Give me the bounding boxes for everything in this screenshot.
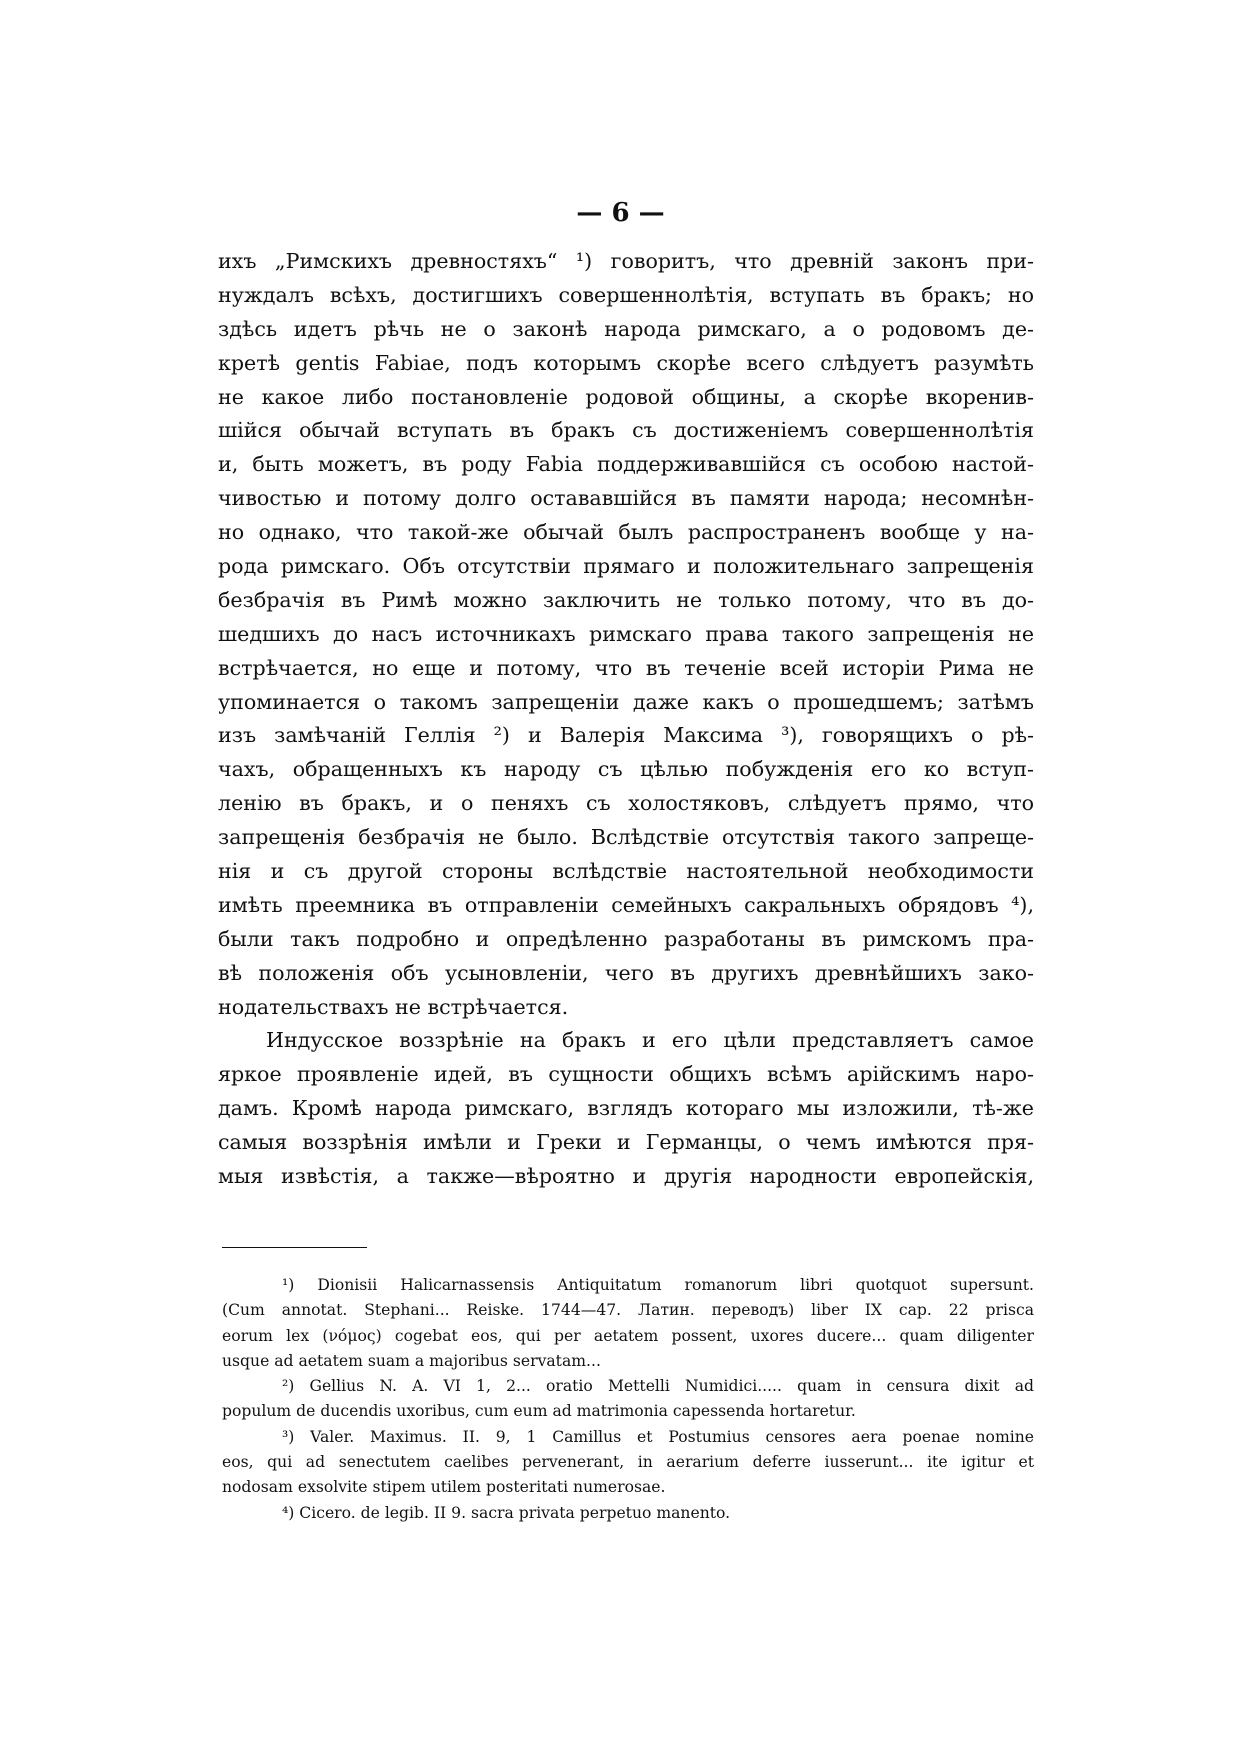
text-line: изъ замѣчаній Геллія ²) и Валерія Максима ³), говорящихъ о рѣ- bbox=[218, 723, 1034, 748]
footnote-divider bbox=[222, 1247, 367, 1248]
text-line: дамъ. Кромѣ народа римскаго, взглядъ котораго мы изложили, тѣ-же bbox=[218, 1096, 1034, 1121]
footnote-line: nodosam exsolvite stipem utilem posteritati numerosae. bbox=[222, 1478, 666, 1497]
text-line: чахъ, обращенныхъ къ народу съ цѣлью побужденія его ко вступ- bbox=[218, 757, 1034, 782]
text-line: нуждалъ всѣхъ, достигшихъ совершеннолѣтія, вступать въ бракъ; но bbox=[218, 282, 1034, 307]
text-line: самыя воззрѣнія имѣли и Греки и Германцы, о чемъ имѣются пря- bbox=[218, 1130, 1034, 1155]
main-text bbox=[218, 245, 1034, 1194]
footnote-line: populum de ducendis uxoribus, cum eum ad matrimonia capessenda hortaretur. bbox=[222, 1402, 856, 1421]
footnote-line: usque ad aetatem suam a majoribus servatam... bbox=[222, 1351, 601, 1370]
text-line: и, быть можетъ, въ роду Fabia поддерживавшійся съ особою настой- bbox=[218, 452, 1034, 477]
text-line: кретѣ gentis Fabiae, подъ которымъ скорѣе всего слѣдуетъ разумѣть bbox=[218, 350, 1034, 375]
text-line: шедшихъ до насъ источникахъ римскаго права такого запрещенія не bbox=[218, 621, 1034, 646]
text-line: яркое проявленіе идей, въ сущности общихъ всѣмъ арійскимъ наро- bbox=[218, 1062, 1034, 1087]
footnote-line: eorum lex (νόμος) cogebat eos, qui per aetatem possent, uxores ducere... quam diligenter bbox=[222, 1326, 1034, 1345]
page-number: — 6 — bbox=[576, 198, 665, 228]
footnote-line: (Cum annotat. Stephani... Reiske. 1744—47. Латин. переводъ) liber IX cap. 22 prisca bbox=[222, 1301, 1034, 1320]
footnote-line: eos, qui ad senectutem caelibes pervenerant, in aerarium deferre iusserunt... ite igitur et bbox=[222, 1453, 1034, 1472]
text-line: ленію въ бракъ, и о пеняхъ съ холостяковъ, слѣдуетъ прямо, что bbox=[218, 791, 1034, 816]
text-line: но однако, что такой-же обычай былъ распространенъ вообще у на- bbox=[218, 520, 1034, 545]
text-line: запрещенія безбрачія не было. Вслѣдствіе отсутствія такого запреще- bbox=[218, 825, 1034, 850]
text-line: упоминается о такомъ запрещеніи даже какъ о прошедшемъ; затѣмъ bbox=[218, 689, 1034, 714]
footnote-line: ⁴) Cicero. de legib. II 9. sacra privata perpetuo manento. bbox=[282, 1503, 731, 1522]
text-line: чивостью и потому долго остававшійся въ памяти народа; несомнѣн- bbox=[218, 486, 1034, 511]
footnotes bbox=[222, 1273, 1034, 1526]
text-line: не какое либо постановленіе родовой общины, а скорѣе вкоренив- bbox=[218, 384, 1034, 409]
text-line: безбрачія въ Римѣ можно заключить не только потому, что въ до- bbox=[218, 587, 1034, 612]
footnote-line: ²) Gellius N. A. VI 1, 2... oratio Mettelli Numidici..... quam in censura dixit ad bbox=[282, 1377, 1034, 1396]
text-line: ихъ „Римскихъ древностяхъ“ ¹) говоритъ, что древній законъ при- bbox=[218, 249, 1034, 273]
footnote-line: ¹) Dionisii Halicarnassensis Antiquitatum romanorum libri quotquot supersunt. bbox=[282, 1276, 1034, 1294]
text-line: вѣ положенія объ усыновленіи, чего въ другихъ древнѣйшихъ зако- bbox=[218, 960, 1034, 985]
text-line: нія и съ другой стороны вслѣдствіе настоятельной необходимости bbox=[218, 859, 1034, 884]
text-line: шійся обычай вступать въ бракъ съ достиженіемъ совершеннолѣтія bbox=[218, 418, 1034, 443]
text-line: рода римскаго. Объ отсутствіи прямаго и положительнаго запрещенія bbox=[218, 554, 1034, 579]
text-line: встрѣчается, но еще и потому, что въ теченіе всей исторіи Рима не bbox=[218, 655, 1034, 680]
text-line: имѣть преемника въ отправленіи семейныхъ сакральныхъ обрядовъ ⁴), bbox=[218, 892, 1034, 917]
text-line: Индусское воззрѣніе на бракъ и его цѣли представляетъ самое bbox=[266, 1028, 1034, 1053]
text-line: мыя извѣстія, а также—вѣроятно и другія народности европейскія, bbox=[218, 1164, 1034, 1189]
text-line: здѣсь идетъ рѣчь не о законѣ народа римскаго, а о родовомъ де- bbox=[218, 316, 1034, 341]
text-line: были такъ подробно и опредѣленно разработаны въ римскомъ пра- bbox=[218, 926, 1034, 951]
text-line: нодательствахъ не встрѣчается. bbox=[218, 994, 569, 1019]
footnote-line: ³) Valer. Maximus. II. 9, 1 Camillus et Postumius censores aera poenae nomine bbox=[282, 1427, 1034, 1446]
